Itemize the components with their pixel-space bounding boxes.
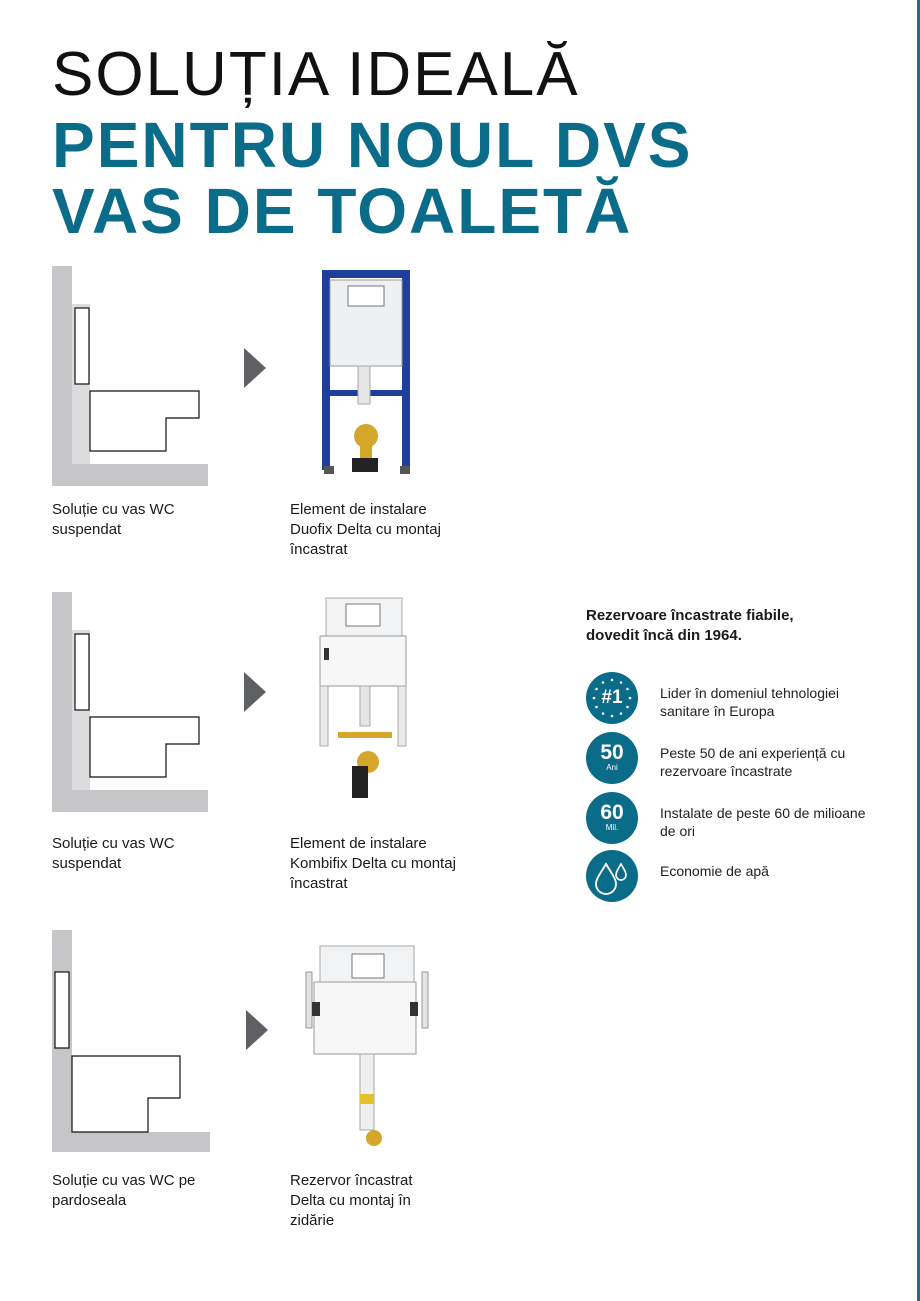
floor-standing-wc-diagram [52,930,214,1154]
feature-item [586,850,886,904]
solution-label: Soluție cu vas WC suspendat [52,501,175,538]
feature-text: Instalate de peste 60 de milioane de ori [660,805,866,839]
feature-text: Peste 50 de ani experiență cu rezervoare încastrate [660,745,846,779]
kombifix-frame-image [316,596,410,808]
fifty-years-icon [586,732,638,784]
sixty-million-icon [586,792,638,844]
title-line-1: SOLUȚIA IDEALĂ [52,40,580,109]
solution-label: Soluție cu vas WC suspendat [52,835,175,872]
feature-item [586,792,886,846]
duofix-frame-image [318,268,414,480]
badge-unit: Ani [606,763,618,772]
feature-item [586,732,886,786]
features-heading: Rezervoare încastrate fiabile, dovedit încă din 1964. [586,607,794,644]
wall-hung-wc-diagram [52,592,212,814]
product-label: Rezervor încastrat Delta cu montaj în zidărie [290,1172,413,1229]
features-panel [586,606,886,879]
badge-number: #1 [601,687,623,708]
badge-unit: Mil. [605,823,619,832]
wall-hung-wc-diagram [52,266,212,488]
badge-number: 60 [600,801,624,824]
solution-label: Soluție cu vas WC pe pardoseala [52,1172,196,1209]
title-line-2: PENTRU NOUL DVS [52,109,693,181]
product-label: Element de instalare Duofix Delta cu montaj încastrat [290,501,441,558]
title-line-3: VAS DE TOALETĂ [52,175,633,247]
feature-text: Economie de apă [660,863,769,879]
arrow-right-icon [246,1010,268,1050]
water-drops-icon [586,850,638,902]
delta-cistern-image [304,944,430,1152]
product-label: Element de instalare Kombifix Delta cu montaj încastrat [290,835,456,892]
feature-item [586,672,886,726]
feature-text: Lider în domeniul tehnologiei sanitare în Europa [660,685,840,719]
page-title [52,38,693,247]
number-one-stars-icon [586,672,638,724]
arrow-right-icon [244,672,266,712]
badge-number: 50 [600,741,624,764]
arrow-right-icon [244,348,266,388]
